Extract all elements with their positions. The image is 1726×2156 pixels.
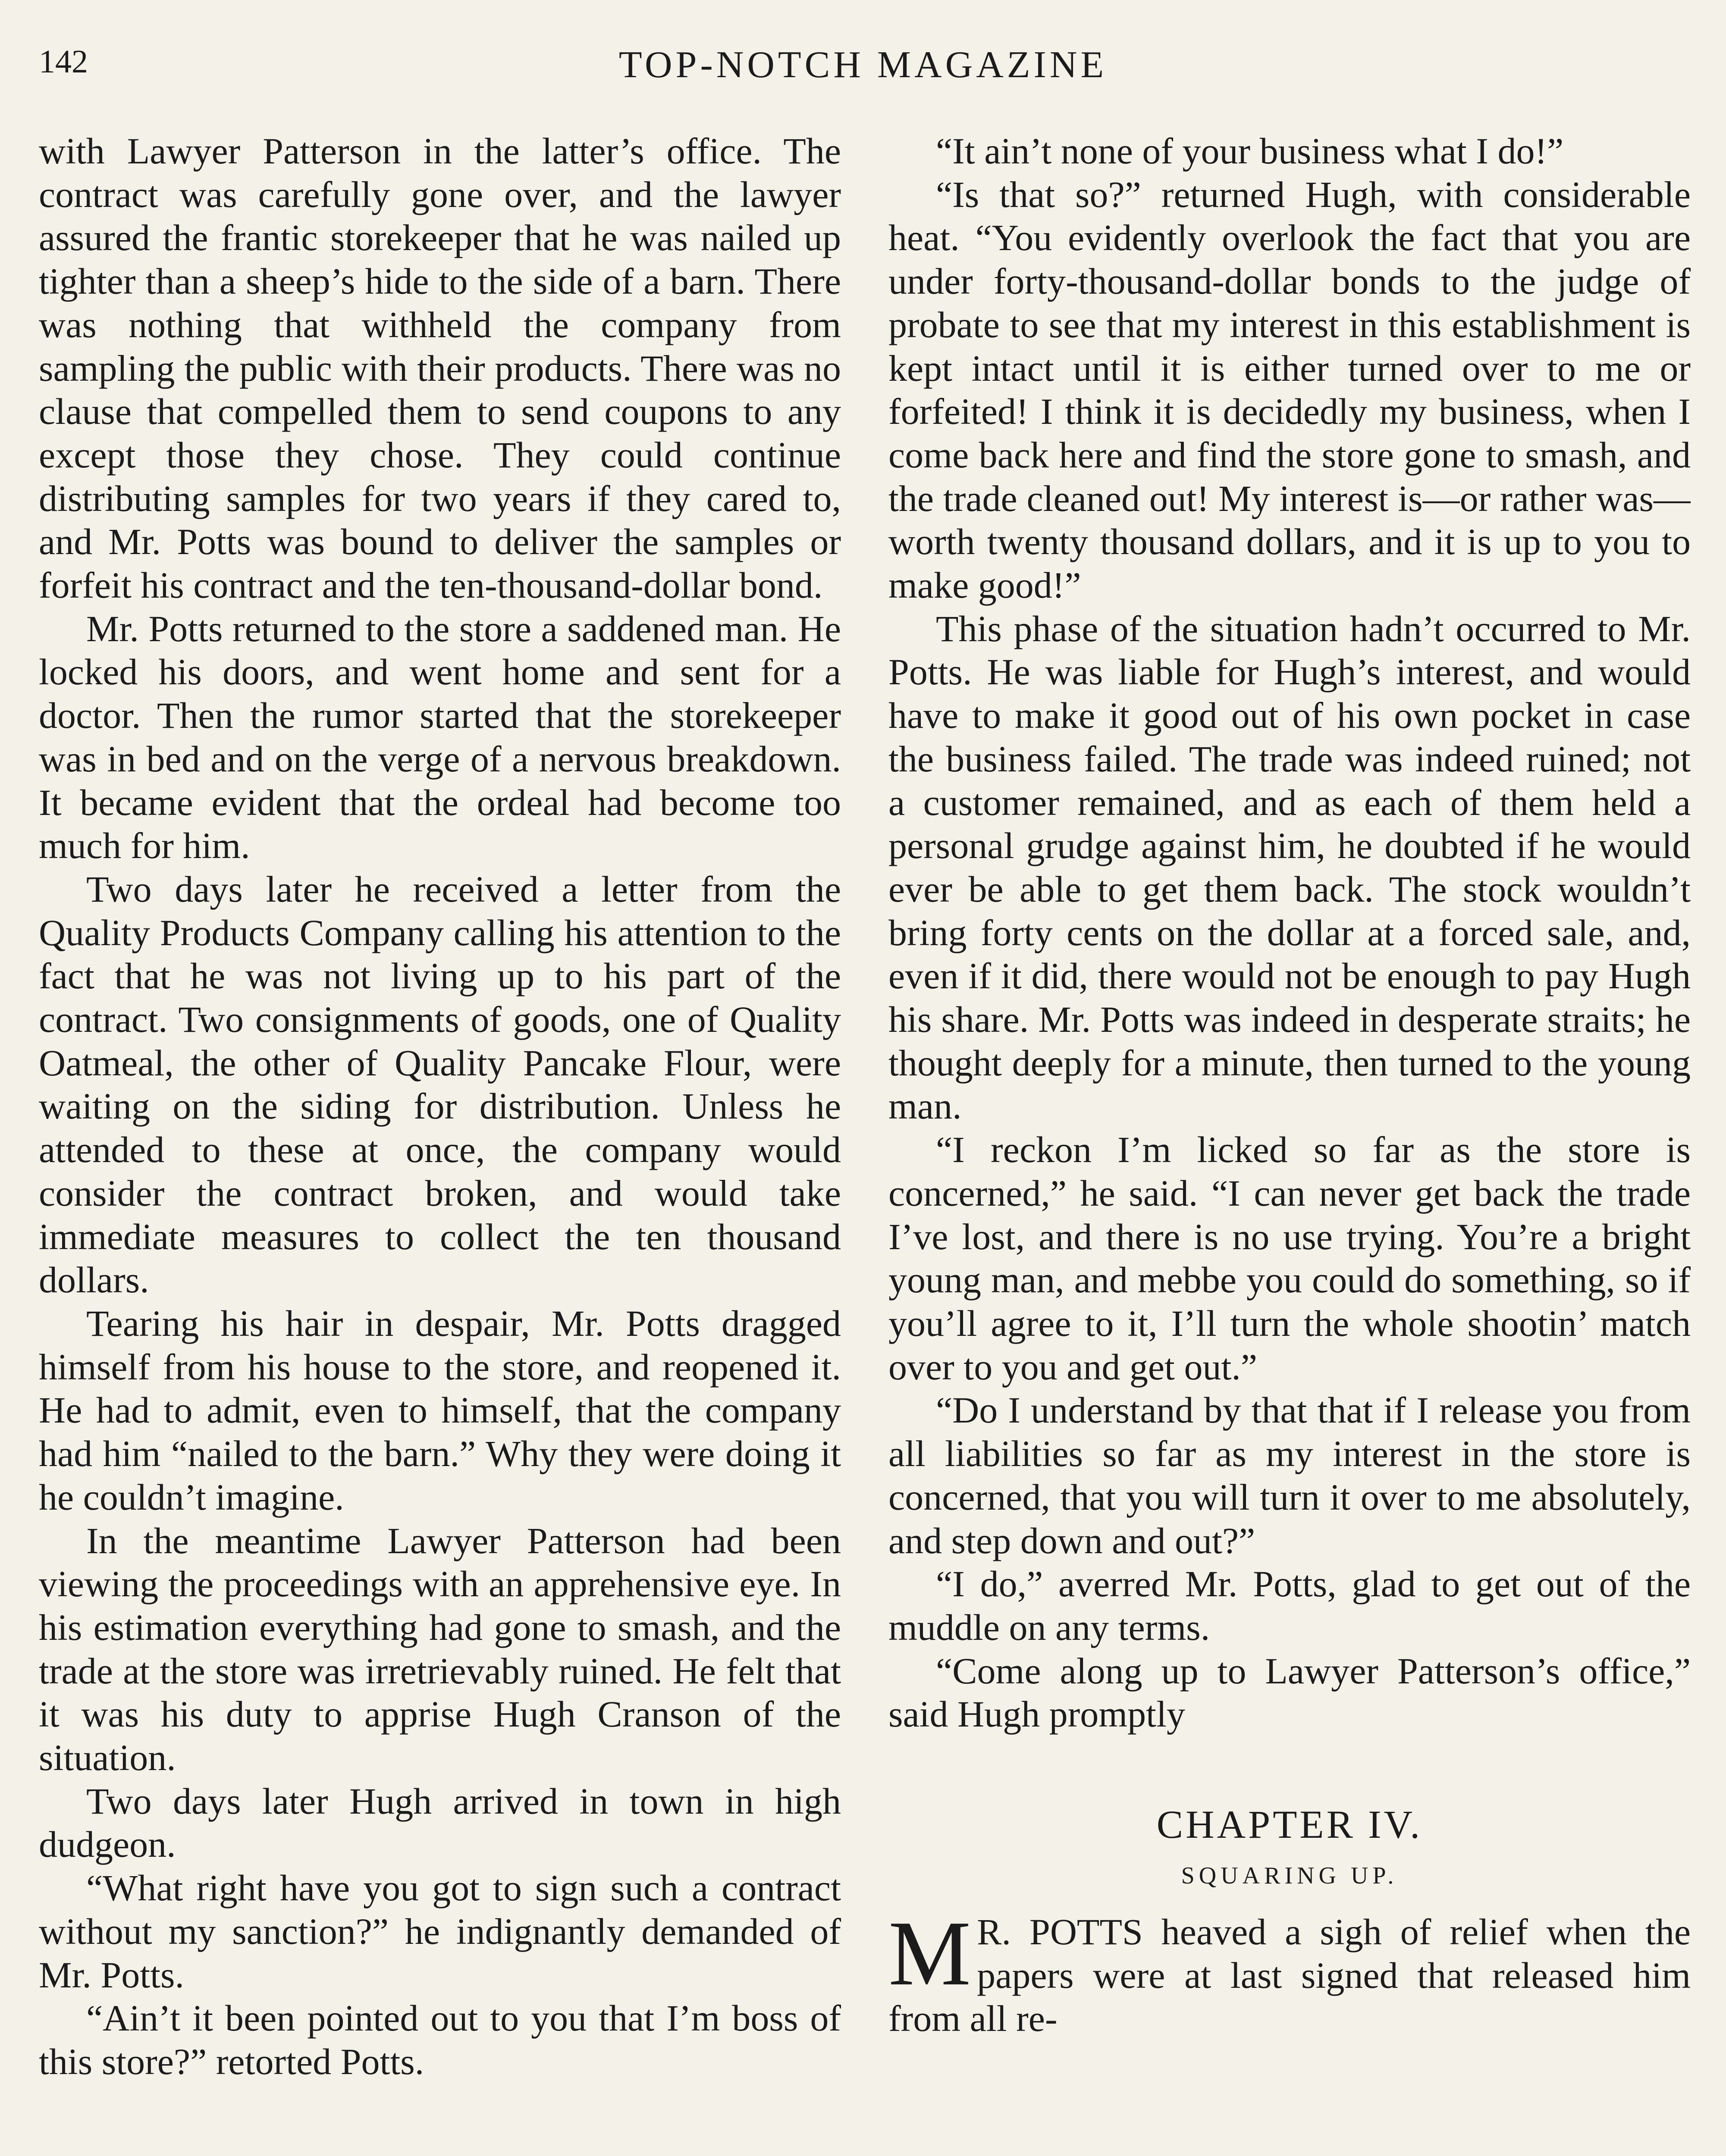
paragraph: This phase of the situation hadn’t occurred to Mr. Potts. He was liable for Hugh’s interest, and would have to make it good out of his own pocket in case the business failed. The trade was indeed ruined; not a customer remained, and as each of them held a personal grudge against him, he doubted if he would ever be able to get them back. The stock wouldn’t bring forty cents on the dollar at a forced sale, and, even if it did, there would not be enough to pay Hugh his share. Mr. Potts was indeed in desperate straits; he thought deeply for a minute, then turned to the young man. [888, 608, 1691, 1127]
page-number: 142 [39, 44, 88, 80]
paragraph: Mr. Potts returned to the store a saddened man. He locked his doors, and went home and sent for a doctor. Then the rumor started that the storekeeper was in bed and on the verge of a nervous breakdown. It became evident that the ordeal had become too much for him. [39, 608, 841, 867]
paragraph: “What right have you got to sign such a contract without my sanction?” he indignantly demanded of Mr. Potts. [39, 1867, 841, 1996]
paragraph: “It ain’t none of your business what I do!” [936, 130, 1564, 172]
paragraph: “Come along up to Lawyer Patterson’s office,” said Hugh promptly [888, 1650, 1691, 1735]
paragraph: “Ain’t it been pointed out to you that I’m boss of this store?” retorted Potts. [39, 1997, 841, 2082]
paragraph: “Is that so?” returned Hugh, with considerable heat. “You evidently overlook the fact that you are under forty-thousand-dollar bonds to the judge of probate to see that my interest in this establishment is kept intact until it is either turned over to me or forfeited! I think it is decidedly my business, when I come back here and find the store gone to smash, and the trade cleaned out! My interest is—or rather was—worth twenty thousand dollars, and it is up to you to make good!” [888, 173, 1691, 606]
paragraph: “Do I understand by that that if I release you from all liabilities so far as my interest in the store is concerned, that you will turn it over to me absolutely, and step down and out?” [888, 1389, 1691, 1561]
paragraph: “I do,” averred Mr. Potts, glad to get out of the muddle on any terms. [888, 1563, 1691, 1648]
right-column [888, 129, 1691, 2156]
paragraph: In the meantime Lawyer Patterson had been viewing the proceedings with an apprehensive eye. In his estimation everything had gone to smash, and the trade at the store was irretrievably ruined. He felt that it was his duty to apprise Hugh Cranson of the situation. [39, 1520, 841, 1779]
left-column [39, 129, 841, 2156]
chapter-heading: CHAPTER IV. [1156, 1802, 1423, 1847]
paragraph: Two days later he received a letter from the Quality Products Company calling his attention to the fact that he was not living up to his part of the contract. Two consignments of goods, one of Quality Oatmeal, the other of Quality Pancake Flour, were waiting on the siding for distribution. Unless he attended to these at once, the company would consider the contract broken, and would take immediate measures to collect the ten thousand dollars. [39, 868, 841, 1301]
chapter-opening-paragraph [888, 1902, 1691, 2040]
paragraph: “I reckon I’m licked so far as the store is concerned,” he said. “I can never get back the trade I’ve lost, and there is no use trying. You’re a bright young man, and mebbe you could do something, so if you’ll agree to it, I’ll turn the whole shootin’ match over to you and get out.” [888, 1129, 1691, 1388]
paragraph: Two days later Hugh arrived in town in high dudgeon. [39, 1780, 841, 1865]
paragraph: with Lawyer Patterson in the latter’s office. The contract was carefully gone over, and the lawyer assured the frantic storekeeper that he was nailed up tighter than a sheep’s hide to the side of a barn. There was nothing that withheld the company from sampling the public with their products. There was no clause that compelled them to send coupons to any except those they chose. They could continue distributing samples for two years if they cared to, and Mr. Potts was bound to deliver the samples or forfeit his contract and the ten-thousand-dollar bond. [39, 130, 841, 606]
running-head: TOP-NOTCH MAGAZINE [618, 44, 1108, 86]
chapter-opening-text: R. POTTS heaved a sigh of relief when the papers were at last signed that released him from all re- [888, 1911, 1691, 2040]
page-header [39, 43, 1687, 91]
paragraph: Tearing his hair in despair, Mr. Potts dragged himself from his house to the store, and reopened it. He had to admit, even to himself, that the company had him “nailed to the barn.” Why they were doing it he couldn’t imagine. [39, 1302, 841, 1518]
drop-cap: M [888, 1902, 971, 2005]
chapter-title: SQUARING UP. [1181, 1862, 1398, 1890]
